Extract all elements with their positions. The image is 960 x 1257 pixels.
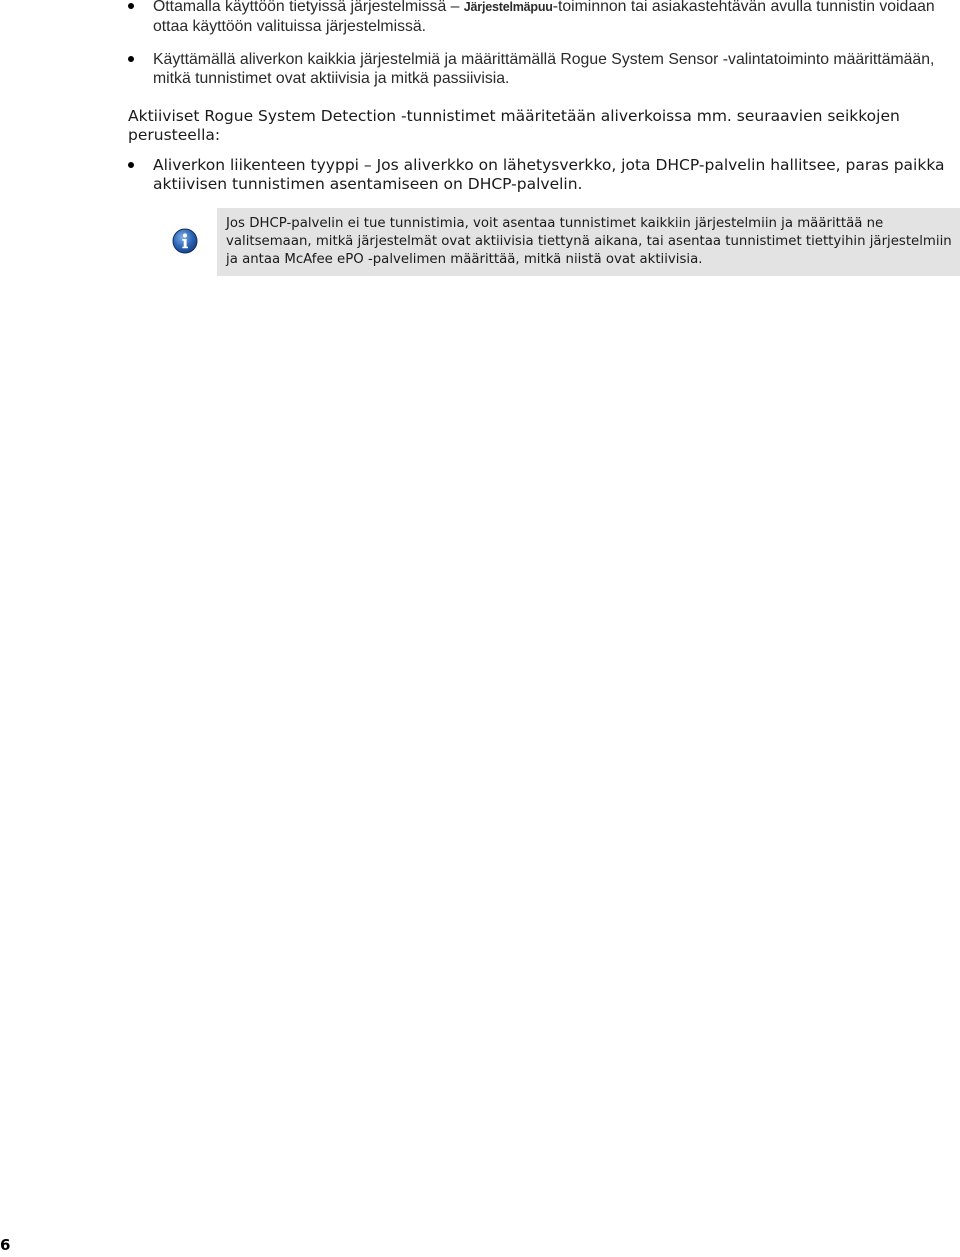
page-number: 6 [0,1236,11,1254]
info-icon [172,228,198,254]
list-item [0,50,960,88]
bullet-text-suffix: -toiminnon tai asiakastehtävän avulla tunnistin voidaan ottaa käyttöön valituissa järjestelmissä. [153,0,935,35]
bullet-icon [128,3,134,9]
bullet-list-criteria [0,156,960,194]
bullet-icon [128,56,134,62]
bullet-text-prefix: Ottamalla käyttöön tietyissä järjestelmissä – [153,0,464,15]
bullet-text: Aliverkon liikenteen tyyppi – Jos aliverkko on lähetysverkko, jota DHCP-palvelin hallitsee, paras paikka aktiivisen tunnistimen asentamiseen on DHCP-palvelin. [153,156,945,193]
menu-name-label: Järjestelmäpuu [463,0,553,14]
list-item [0,156,960,194]
note-text: Jos DHCP-palvelin ei tue tunnistimia, voit asentaa tunnistimet kaikkiin järjestelmiin ja määrittää ne valitsemaan, mitkä järjestelmät ovat aktiivisia tiettynä aikana, tai asentaa tunnistimet tiettyihin järjestelmiin ja antaa McAfee ePO -palvelimen määrittää, mitkä niistä ovat aktiivisia. [226,216,952,267]
note-box [217,208,960,276]
bullet-text: Käyttämällä aliverkon kaikkia järjestelmiä ja määrittämällä Rogue System Sensor -valintatoiminto määrittämään, mitkä tunnistimet ovat aktiivisia ja mitkä passiivisia. [153,51,935,87]
intro-paragraph: Aktiiviset Rogue System Detection -tunnistimet määritetään aliverkoissa mm. seuraavien seikkojen perusteella: [128,107,900,144]
bullet-icon [128,162,134,168]
bullet-list-top [0,0,960,88]
list-item [0,0,960,36]
